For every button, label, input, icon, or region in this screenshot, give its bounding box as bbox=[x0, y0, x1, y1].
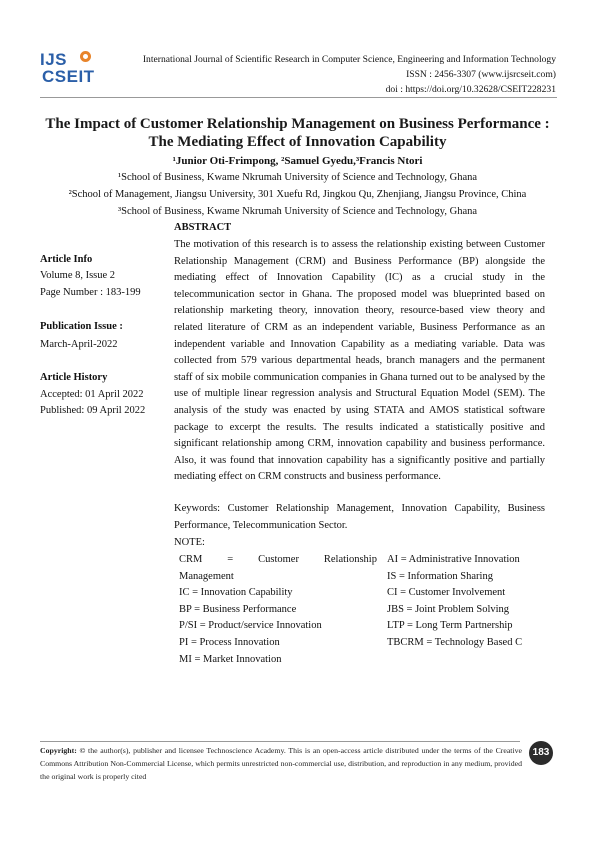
abbreviation-item: IS = Information Sharing bbox=[387, 570, 493, 582]
abbreviation-item: BP = Business Performance bbox=[179, 603, 297, 615]
authors: ¹Junior Oti-Frimpong, ²Samuel Gyedu,³Francis Ntori bbox=[172, 155, 423, 167]
affiliation-1: ¹School of Business, Kwame Nkrumah University of Science and Technology, Ghana bbox=[117, 172, 478, 183]
publication-issue-heading: Publication Issue : bbox=[40, 321, 123, 332]
journal-doi: doi : https://doi.org/10.32628/CSEIT228231 bbox=[385, 84, 556, 95]
copyright-text: the author(s), publisher and licensee Technoscience Academy. This is an open-access article distributed under the terms of the Creative Commons Attribution Non-Commercial License, which permits unrestricted non-commercial use, distribution, and reproduction in any medium, provided the original work is properly cited bbox=[40, 746, 522, 781]
published-date: Published: 09 April 2022 bbox=[40, 405, 146, 416]
abbreviation-item: LTP = Long Term Partnership bbox=[387, 620, 513, 632]
keywords: Keywords: Customer Relationship Management, Innovation Capability, Business Performance, Telecommunication Sector. bbox=[174, 503, 545, 531]
title-line-2: The Mediating Effect of Innovation Capability bbox=[148, 134, 447, 150]
abbreviation-item: P/SI = Product/service Innovation bbox=[179, 620, 322, 632]
journal-name: International Journal of Scientific Research in Computer Science, Engineering and Information Technology bbox=[142, 54, 556, 65]
footer-divider bbox=[40, 741, 520, 742]
abbr-crm-eq: = bbox=[227, 554, 234, 565]
abbreviation-item: JBS = Joint Problem Solving bbox=[387, 603, 510, 615]
article-volume: Volume 8, Issue 2 bbox=[40, 270, 116, 281]
abbreviation-item: MI = Market Innovation bbox=[179, 653, 282, 665]
copyright-notice bbox=[40, 744, 522, 783]
page-number-badge: 183 bbox=[529, 741, 553, 765]
article-pages: Page Number : 183-199 bbox=[40, 287, 141, 298]
article-history-heading: Article History bbox=[40, 372, 108, 383]
affiliation-3: ³School of Business, Kwame Nkrumah University of Science and Technology, Ghana bbox=[117, 206, 478, 217]
abbreviation-item: TBCRM = Technology Based C bbox=[387, 636, 523, 648]
abbreviation-crm bbox=[179, 552, 377, 569]
abbreviation-item: IC = Innovation Capability bbox=[179, 587, 293, 599]
abbr-crm-word2: Relationship bbox=[323, 554, 377, 565]
abbr-crm-word3: Management bbox=[179, 570, 234, 582]
paper-title bbox=[30, 115, 565, 151]
logo-line2: CSEIT bbox=[42, 67, 95, 86]
header-divider bbox=[40, 97, 557, 98]
abbreviation-item: AI = Administrative Innovation bbox=[387, 554, 520, 565]
abstract-heading: ABSTRACT bbox=[174, 222, 232, 233]
accepted-date: Accepted: 01 April 2022 bbox=[40, 389, 144, 400]
journal-issn: ISSN : 2456-3307 (www.ijsrcseit.com) bbox=[406, 69, 556, 80]
abbreviation-column-right bbox=[387, 552, 552, 652]
abbreviation-item: PI = Process Innovation bbox=[179, 636, 280, 648]
logo-line1: IJS bbox=[40, 50, 68, 69]
abbreviation-column-left bbox=[179, 552, 379, 668]
publication-issue: March-April-2022 bbox=[40, 339, 118, 350]
journal-header bbox=[86, 52, 556, 97]
affiliation-2: ²School of Management, Jiangsu University, 301 Xuefu Rd, Jingkou Qu, Zhenjiang, Jiangsu Province, China bbox=[68, 189, 527, 200]
title-line-1: The Impact of Customer Relationship Management on Business Performance : bbox=[45, 116, 550, 132]
abbr-crm-word1: Customer bbox=[258, 554, 299, 565]
article-info-heading: Article Info bbox=[40, 254, 93, 265]
copyright-label: Copyright: © bbox=[40, 746, 86, 755]
abbr-crm-term: CRM bbox=[179, 554, 203, 565]
abbreviation-item: CI = Customer Involvement bbox=[387, 587, 506, 599]
note-heading: NOTE: bbox=[174, 537, 205, 548]
abstract-text: The motivation of this research is to assess the relationship existing between Customer Relationship Management (CRM) and Business Performance (BP) alongside the mediating effect of Innovation Capability (IC) as a crucial study in the telecommunication sector in Ghana. The proposed model was blueprinted based on relationship marketing theory, innovation theory, resource-based view theory and related literature of CRM as an independent variable, Business Performance as an independent variable and Innovation Capability as a mediating variable. Data was collected from 579 various departmental heads, branch managers and the permanent staff of six mobile communication companies in Ghana turned out to be analysed by the use of multiple linear regression analysis and Structural Equation Model (SEM). The analysis of the study was enacted by using STATA and AMOS statistical software package to excerpt the results. The results indicated a statistically positive and significant relationship among CRM, innovation capability and business performance. Also, it was found that innovation capability has a significantly positive and partially mediating effect on CRM constructs and business performance. bbox=[174, 239, 545, 483]
